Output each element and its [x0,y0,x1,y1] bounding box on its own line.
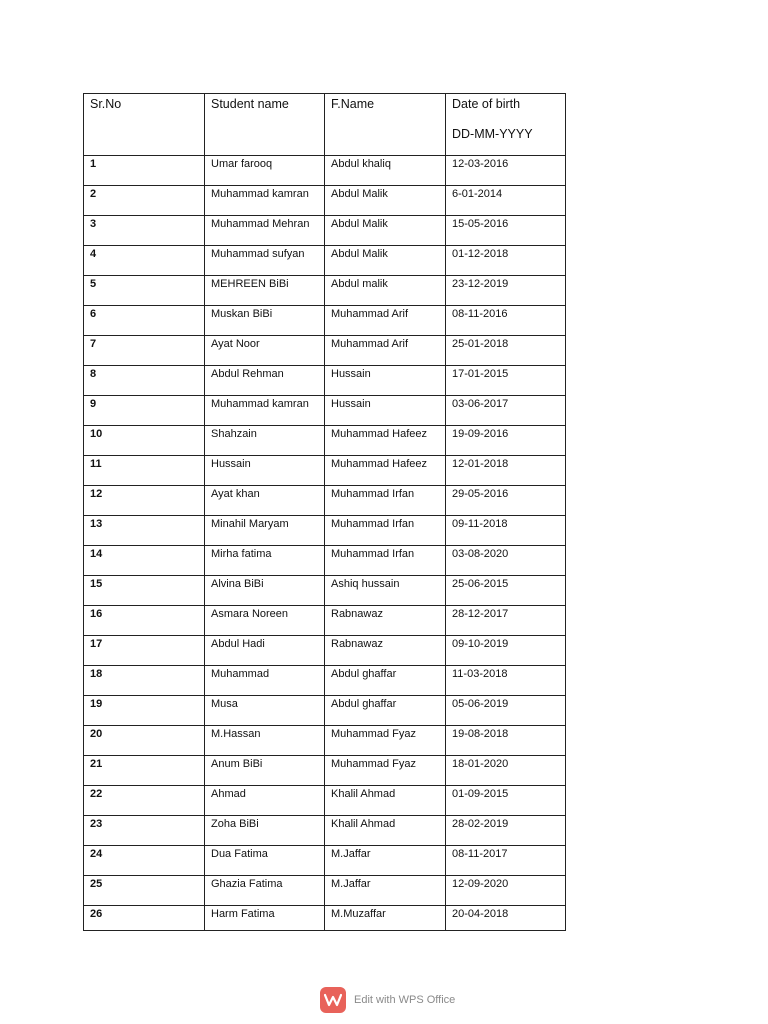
date-of-birth-cell: 28-02-2019 [446,816,566,846]
student-name-cell: Shahzain [205,426,325,456]
sr-no-cell: 7 [84,336,205,366]
date-of-birth-cell: 09-10-2019 [446,636,566,666]
student-name-cell: Muskan BiBi [205,306,325,336]
student-name-cell: Muhammad sufyan [205,246,325,276]
student-name-cell: Ahmad [205,786,325,816]
table-row [84,276,566,306]
date-of-birth-cell: 12-09-2020 [446,876,566,906]
father-name-cell: M.Jaffar [325,846,446,876]
table-row [84,246,566,276]
father-name-cell: Hussain [325,366,446,396]
sr-no-cell: 26 [84,906,205,931]
student-name-cell: Zoha BiBi [205,816,325,846]
sr-no-cell: 6 [84,306,205,336]
date-of-birth-cell: 19-09-2016 [446,426,566,456]
sr-no-cell: 9 [84,396,205,426]
date-of-birth-cell: 05-06-2019 [446,696,566,726]
sr-no-cell: 16 [84,606,205,636]
student-name-cell: Ayat Noor [205,336,325,366]
table-row [84,756,566,786]
table-row [84,726,566,756]
table-row [84,906,566,931]
wps-office-icon [320,987,346,1013]
table-row [84,606,566,636]
header-student-name: Student name [205,94,325,156]
father-name-cell: Muhammad Irfan [325,486,446,516]
header-sr-no: Sr.No [84,94,205,156]
date-of-birth-cell: 29-05-2016 [446,486,566,516]
father-name-cell: Muhammad Arif [325,336,446,366]
table-row [84,846,566,876]
edit-with-wps-label: Edit with WPS Office [354,994,456,1006]
sr-no-cell: 1 [84,156,205,186]
sr-no-cell: 20 [84,726,205,756]
father-name-cell: Abdul ghaffar [325,666,446,696]
student-name-cell: Muhammad kamran [205,396,325,426]
father-name-cell: Abdul malik [325,276,446,306]
date-of-birth-cell: 25-01-2018 [446,336,566,366]
table-body [84,156,566,931]
table-row [84,306,566,336]
father-name-cell: Abdul Malik [325,186,446,216]
father-name-cell: M.Jaffar [325,876,446,906]
student-name-cell: Alvina BiBi [205,576,325,606]
table-row [84,546,566,576]
date-of-birth-cell: 15-05-2016 [446,216,566,246]
student-name-cell: Abdul Hadi [205,636,325,666]
table-row [84,486,566,516]
sr-no-cell: 2 [84,186,205,216]
header-father-name: F.Name [325,94,446,156]
table-row [84,456,566,486]
table-row [84,156,566,186]
table-row [84,876,566,906]
table-row [84,516,566,546]
sr-no-cell: 8 [84,366,205,396]
table-row [84,696,566,726]
sr-no-cell: 22 [84,786,205,816]
sr-no-cell: 4 [84,246,205,276]
student-name-cell: Muhammad Mehran [205,216,325,246]
father-name-cell: Muhammad Hafeez [325,426,446,456]
table-header-row [84,94,566,156]
student-name-cell: Muhammad [205,666,325,696]
father-name-cell: Rabnawaz [325,636,446,666]
date-of-birth-cell: 25-06-2015 [446,576,566,606]
father-name-cell: Muhammad Irfan [325,516,446,546]
sr-no-cell: 12 [84,486,205,516]
father-name-cell: Abdul khaliq [325,156,446,186]
father-name-cell: Khalil Ahmad [325,786,446,816]
date-of-birth-cell: 12-03-2016 [446,156,566,186]
date-of-birth-cell: 23-12-2019 [446,276,566,306]
table-row [84,636,566,666]
sr-no-cell: 19 [84,696,205,726]
table-row [84,186,566,216]
sr-no-cell: 23 [84,816,205,846]
table-row [84,366,566,396]
table-row [84,396,566,426]
sr-no-cell: 5 [84,276,205,306]
date-of-birth-cell: 08-11-2017 [446,846,566,876]
table-row [84,666,566,696]
header-dob-format: DD-MM-YYYY [452,127,533,141]
edit-with-wps-button[interactable] [320,987,455,1013]
father-name-cell: Abdul ghaffar [325,696,446,726]
table-row [84,786,566,816]
table-row [84,336,566,366]
father-name-cell: Abdul Malik [325,246,446,276]
date-of-birth-cell: 08-11-2016 [446,306,566,336]
date-of-birth-cell: 09-11-2018 [446,516,566,546]
student-name-cell: Asmara Noreen [205,606,325,636]
student-name-cell: Harm Fatima [205,906,325,931]
date-of-birth-cell: 20-04-2018 [446,906,566,931]
student-table [83,93,566,931]
date-of-birth-cell: 01-12-2018 [446,246,566,276]
student-name-cell: Hussain [205,456,325,486]
sr-no-cell: 3 [84,216,205,246]
student-name-cell: Musa [205,696,325,726]
table-row [84,576,566,606]
date-of-birth-cell: 03-06-2017 [446,396,566,426]
father-name-cell: Abdul Malik [325,216,446,246]
student-name-cell: Mirha fatima [205,546,325,576]
father-name-cell: Muhammad Arif [325,306,446,336]
father-name-cell: Muhammad Irfan [325,546,446,576]
date-of-birth-cell: 12-01-2018 [446,456,566,486]
student-name-cell: Ayat khan [205,486,325,516]
student-name-cell: Abdul Rehman [205,366,325,396]
date-of-birth-cell: 03-08-2020 [446,546,566,576]
sr-no-cell: 10 [84,426,205,456]
sr-no-cell: 25 [84,876,205,906]
sr-no-cell: 17 [84,636,205,666]
father-name-cell: M.Muzaffar [325,906,446,931]
date-of-birth-cell: 18-01-2020 [446,756,566,786]
student-name-cell: Anum BiBi [205,756,325,786]
sr-no-cell: 24 [84,846,205,876]
date-of-birth-cell: 17-01-2015 [446,366,566,396]
student-name-cell: Minahil Maryam [205,516,325,546]
father-name-cell: Hussain [325,396,446,426]
sr-no-cell: 11 [84,456,205,486]
date-of-birth-cell: 11-03-2018 [446,666,566,696]
sr-no-cell: 21 [84,756,205,786]
sr-no-cell: 15 [84,576,205,606]
student-name-cell: Muhammad kamran [205,186,325,216]
student-name-cell: M.Hassan [205,726,325,756]
student-name-cell: Dua Fatima [205,846,325,876]
sr-no-cell: 13 [84,516,205,546]
table-row [84,216,566,246]
table-row [84,426,566,456]
header-dob-label: Date of birth [452,97,521,111]
student-name-cell: MEHREEN BiBi [205,276,325,306]
date-of-birth-cell: 28-12-2017 [446,606,566,636]
date-of-birth-cell: 01-09-2015 [446,786,566,816]
date-of-birth-cell: 6-01-2014 [446,186,566,216]
date-of-birth-cell: 19-08-2018 [446,726,566,756]
father-name-cell: Ashiq hussain [325,576,446,606]
father-name-cell: Rabnawaz [325,606,446,636]
sr-no-cell: 14 [84,546,205,576]
student-name-cell: Umar farooq [205,156,325,186]
father-name-cell: Muhammad Fyaz [325,756,446,786]
father-name-cell: Muhammad Hafeez [325,456,446,486]
father-name-cell: Khalil Ahmad [325,816,446,846]
father-name-cell: Muhammad Fyaz [325,726,446,756]
sr-no-cell: 18 [84,666,205,696]
table-row [84,816,566,846]
student-name-cell: Ghazia Fatima [205,876,325,906]
header-date-of-birth [446,94,566,156]
